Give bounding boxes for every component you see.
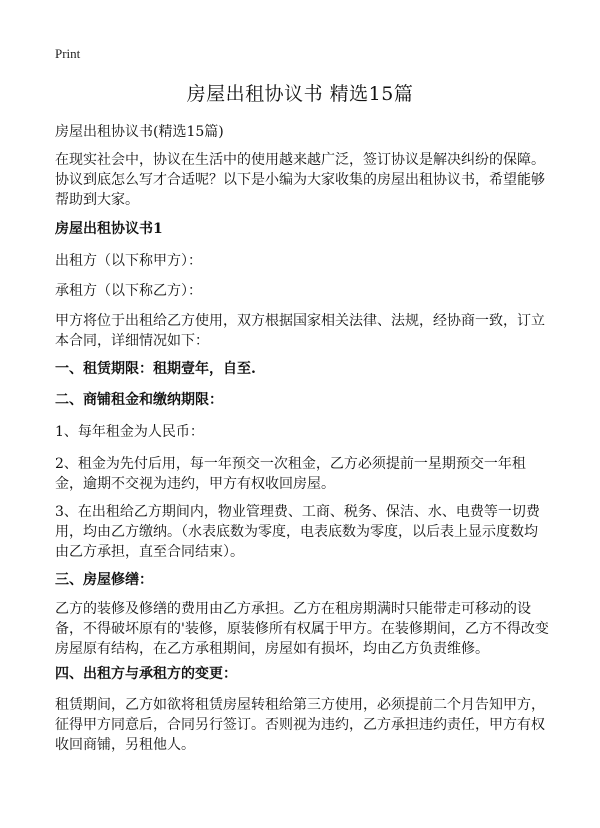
lessee-line: 承租方（以下称乙方）： xyxy=(55,283,202,299)
page-title: 房屋出租协议书 精选15篇 xyxy=(186,83,414,105)
clause-3-heading: 三、房屋修缮： xyxy=(55,572,153,588)
clause-3-paragraph: 乙方的装修及修缮的费用由乙方承担。乙方在租房期满时只能带走可移动的设备，不得破坏原有的'装修，原装修所有权属于甲方。在装修期间，乙方不得改变房屋原有结构，在乙方承租期间，房屋如有损坏，均由乙方负责维修。 xyxy=(55,601,549,657)
intro-paragraph: 在现实社会中，协议在生活中的使用越来越广泛，签订协议是解决纠纷的保障。协议到底怎么写才合适呢？以下是小编为大家收集的房屋出租协议书，希望能够帮助到大家。 xyxy=(55,152,545,208)
clause-4-heading: 四、出租方与承租方的变更： xyxy=(55,666,237,682)
clause-4-paragraph: 租赁期间，乙方如欲将租赁房屋转租给第三方使用，必须提前二个月告知甲方，征得甲方同意后，合同另行签订。否则视为违约，乙方承担违约责任，甲方有权收回商铺，另租他人。 xyxy=(55,697,545,753)
clause-2-heading: 二、商铺租金和缴纳期限： xyxy=(55,392,223,408)
lessor-line: 出租方（以下称甲方）： xyxy=(55,253,202,269)
document-subtitle: 房屋出租协议书(精选15篇) xyxy=(55,124,224,140)
clause-2-item-3: 3、在出租给乙方期间内，物业管理费、工商、税务、保洁、水、电费等一切费用，均由乙方缴纳。（水表底数为零度，电表底数为零度，以后表上显示度数均由乙方承担，直至合同结束）。 xyxy=(55,504,540,560)
clause-2-item-1: 1、每年租金为人民币： xyxy=(55,424,204,440)
section-title: 房屋出租协议书1 xyxy=(55,221,163,237)
clause-2-item-2: 2、租金为先付后用，每一年预交一次租金，乙方必须提前一星期预交一年租金，逾期不交视为违约，甲方有权收回房屋。 xyxy=(55,456,526,492)
clause-1-heading: 一、租赁期限：租期壹年，自至. xyxy=(55,361,256,377)
print-link[interactable]: Print xyxy=(55,46,81,61)
preamble-paragraph: 甲方将位于出租给乙方使用，双方根据国家相关法律、法规，经协商一致，订立本合同，详细情况如下： xyxy=(55,313,545,349)
